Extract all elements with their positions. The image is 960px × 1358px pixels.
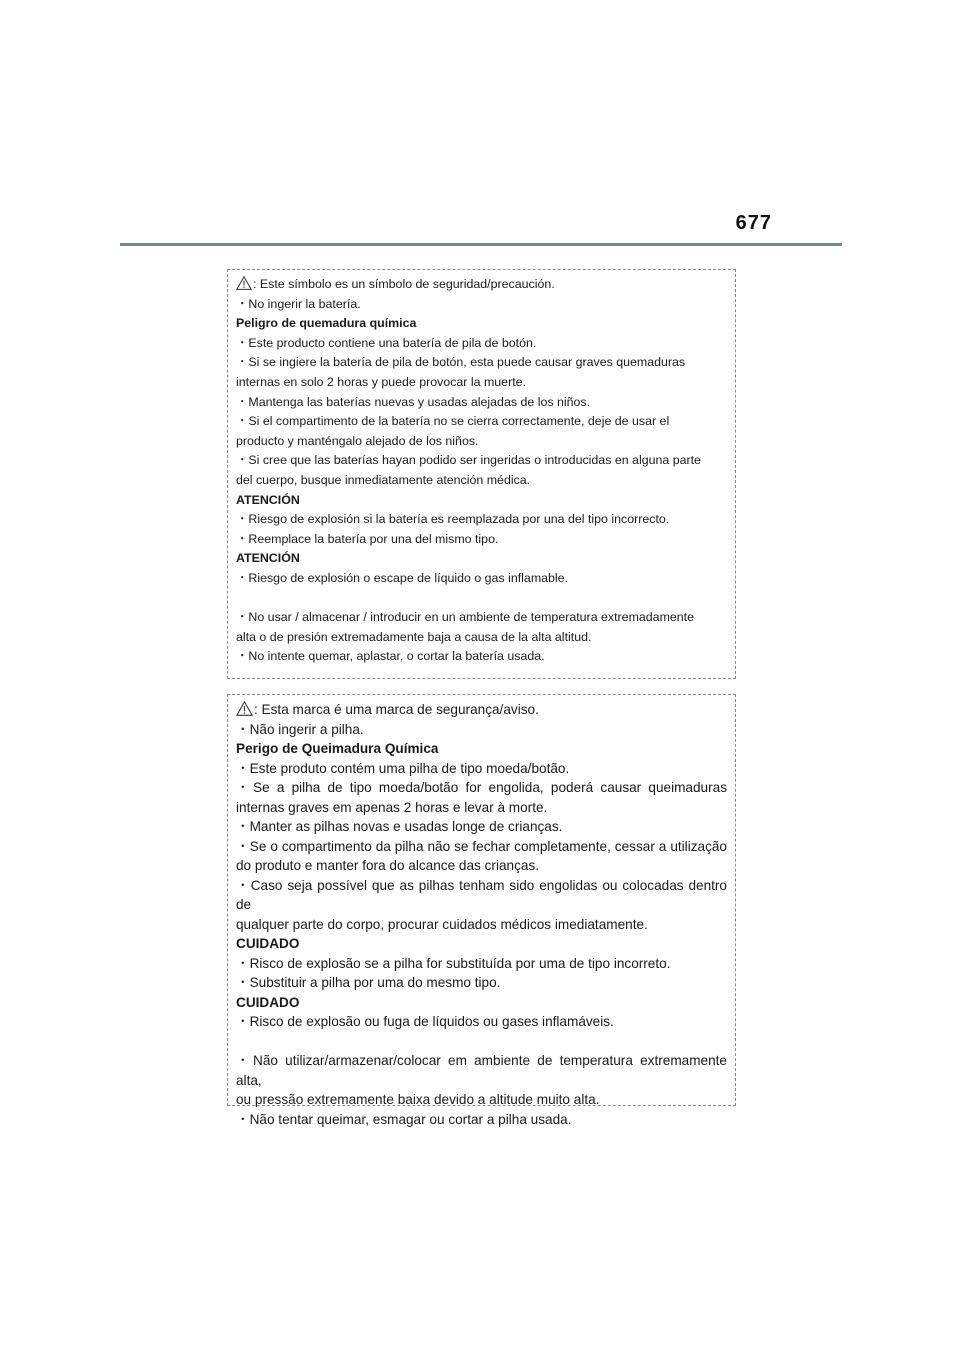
page-number: 677 xyxy=(735,212,772,234)
header-rule xyxy=(120,243,842,246)
notice-line: ・Não tentar queimar, esmagar ou cortar a pilha usada. xyxy=(236,1111,572,1127)
portuguese-safety-notice xyxy=(227,694,736,1127)
notice-line: ・Si cree que las baterías hayan podido ser ingeridas o introducidas en alguna parte xyxy=(236,453,701,468)
notice-line: ・Se a pilha de tipo moeda/botão for engolida, poderá causar queimaduras xyxy=(236,780,727,795)
notice-line: ・Se o compartimento da pilha não se fechar completamente, cessar a utilização xyxy=(236,838,727,854)
notice-line: ・Manter as pilhas novas e usadas longe de crianças. xyxy=(236,819,563,834)
notice-line: alta o de presión extremadamente baja a causa de la alta altitud. xyxy=(236,629,592,644)
notice-line: ・No ingerir la batería. xyxy=(236,296,361,311)
notice-line: ・Reemplace la batería por una del mismo tipo. xyxy=(236,531,499,546)
notice-line: qualquer parte do corpo, procurar cuidados médicos imediatamente. xyxy=(236,916,648,932)
notice-line: ・Si el compartimento de la batería no se cierra correctamente, deje de usar el xyxy=(236,414,670,429)
notice-line: ・Riesgo de explosión si la batería es reemplazada por una del tipo incorrecto. xyxy=(236,512,670,527)
section-heading: Perigo de Queimadura Química xyxy=(236,741,439,756)
notice-line: ・Risco de explosão ou fuga de líquidos ou gases inflamáveis. xyxy=(236,1014,614,1029)
notice-line: ・No intente quemar, aplastar, o cortar la batería usada. xyxy=(236,649,545,664)
notice-line: do produto e manter fora do alcance das crianças. xyxy=(236,858,540,873)
notice-line: ・Não ingerir a pilha. xyxy=(236,721,364,737)
notice-line: ・Si se ingiere la batería de pila de botón, esta puede causar graves quemaduras xyxy=(236,355,686,370)
notice-line: ou pressão extremamente baixa devido a altitude muito alta. xyxy=(236,1092,600,1107)
symbol-line xyxy=(236,700,727,720)
spacer xyxy=(236,1032,727,1052)
notice-line: ・Mantenga las baterías nuevas y usadas alejadas de los niños. xyxy=(236,394,591,409)
notice-line: ・Caso seja possível que as pilhas tenham sido engolidas ou colocadas dentro de xyxy=(236,877,727,912)
spacer xyxy=(236,589,727,609)
section-heading: ATENCIÓN xyxy=(236,492,300,507)
section-heading: Peligro de quemadura química xyxy=(236,316,417,331)
notice-line: ・Não utilizar/armazenar/colocar em ambiente de temperatura extremamente alta, xyxy=(236,1053,727,1088)
warning-triangle-icon xyxy=(236,701,253,716)
notice-line: ・Este producto contiene una batería de pila de botón. xyxy=(236,335,537,350)
section-heading: CUIDADO xyxy=(236,994,300,1010)
symbol-description: : Esta marca é uma marca de segurança/aviso. xyxy=(254,702,539,717)
notice-line: producto y manténgalo alejado de los niños. xyxy=(236,433,479,448)
notice-line: internas graves em apenas 2 horas e levar à morte. xyxy=(236,799,548,815)
spanish-safety-notice xyxy=(227,269,736,679)
notice-line: del cuerpo, busque inmediatamente atención médica. xyxy=(236,472,531,487)
section-heading: CUIDADO xyxy=(236,936,300,951)
notice-line: ・No usar / almacenar / introducir en un ambiente de temperatura extremadamente xyxy=(236,610,694,625)
symbol-description: : Este símbolo es un símbolo de seguridad/precaución. xyxy=(253,277,555,291)
section-heading: ATENCIÓN xyxy=(236,551,300,566)
symbol-line xyxy=(236,275,727,295)
warning-triangle-icon xyxy=(236,276,252,290)
notice-line: ・Riesgo de explosión o escape de líquido o gas inflamable. xyxy=(236,570,569,585)
notice-line: ・Risco de explosão se a pilha for substituída por uma de tipo incorreto. xyxy=(236,955,671,971)
notice-line: internas en solo 2 horas y puede provocar la muerte. xyxy=(236,374,526,389)
notice-line: ・Substituir a pilha por uma do mesmo tipo. xyxy=(236,975,501,990)
notice-line: ・Este produto contém uma pilha de tipo moeda/botão. xyxy=(236,760,570,776)
